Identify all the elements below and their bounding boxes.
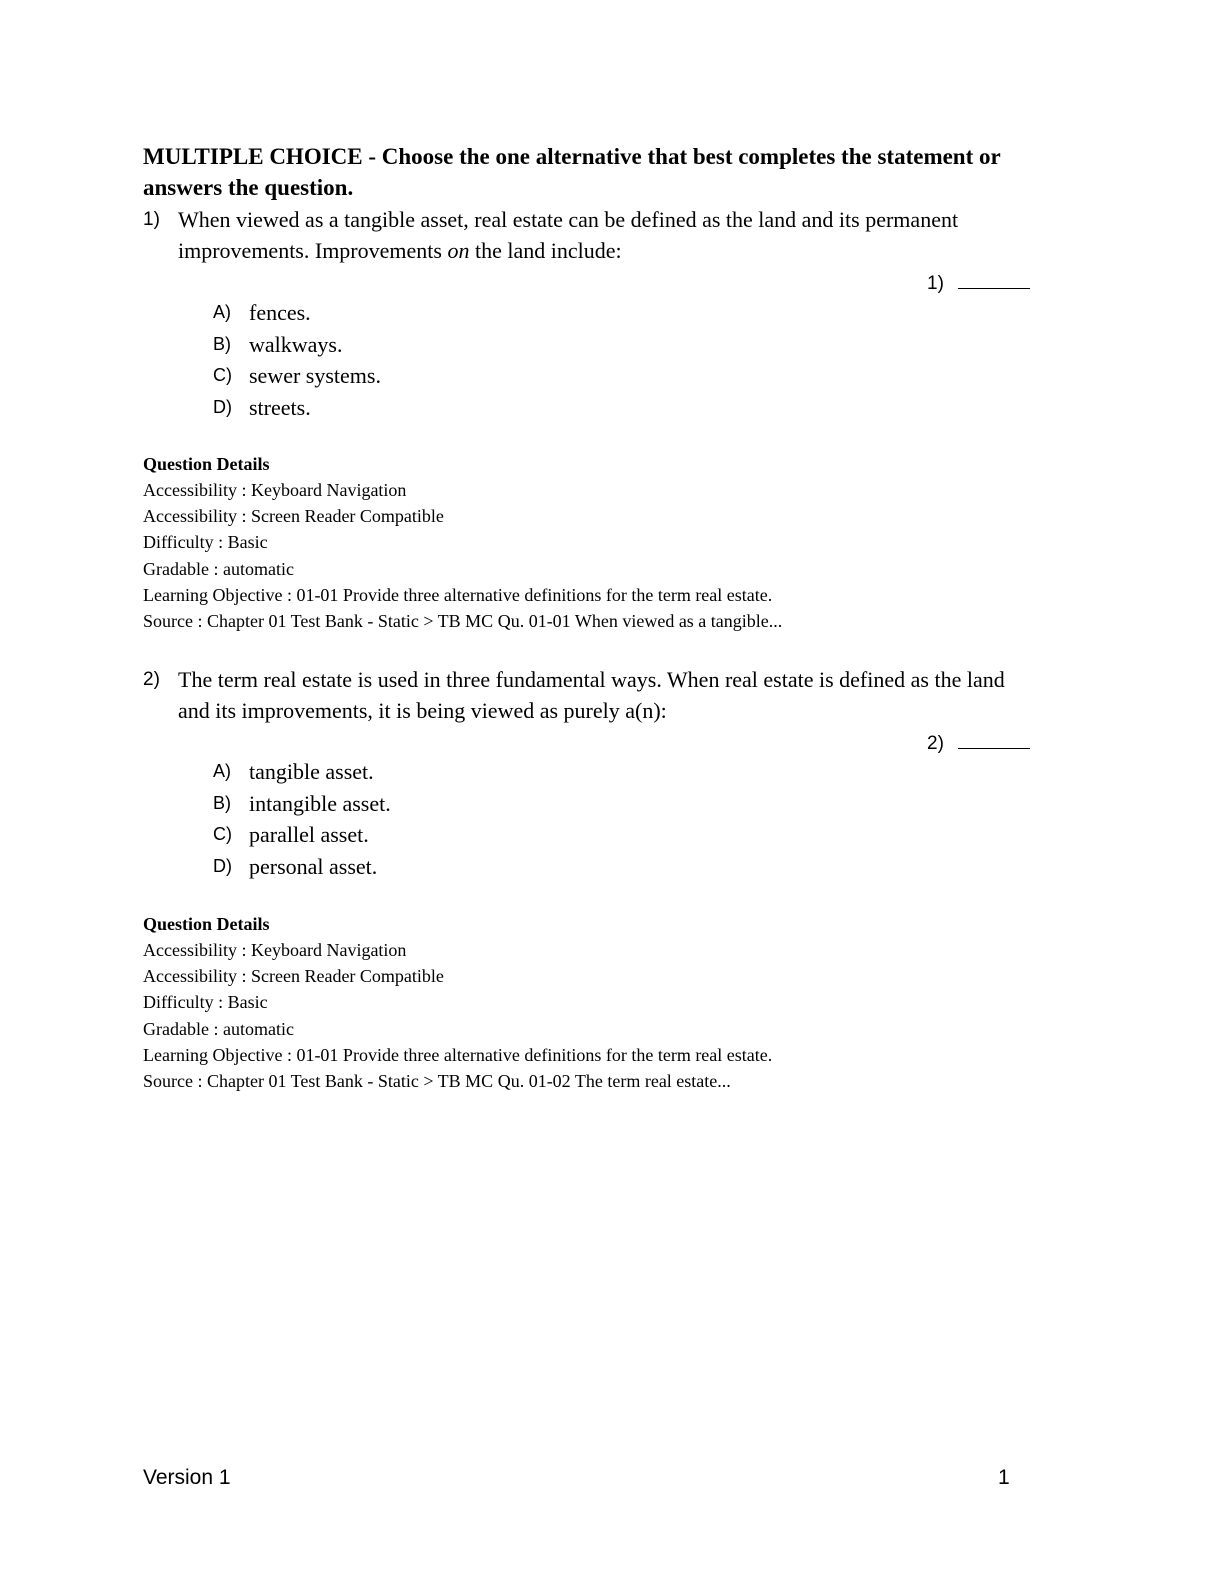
answer-label: 1): [927, 273, 944, 294]
detail-source: Source : Chapter 01 Test Bank - Static > TB MC Qu. 01-01 When viewed as a tangible...: [143, 611, 783, 632]
option-text: tangible asset.: [249, 759, 374, 784]
details-title: Question Details: [143, 914, 270, 934]
option-letter: B): [213, 333, 231, 354]
question-text: When viewed as a tangible asset, real estate can be defined as the land and its permanent improvements. Improvements on the land include:: [178, 207, 959, 263]
answer-blank-1[interactable]: [927, 272, 1030, 296]
option-text: fences.: [249, 300, 311, 325]
question-details-2: [143, 911, 1043, 1094]
detail-gradable: Gradable : automatic: [143, 1018, 294, 1039]
section-heading: MULTIPLE CHOICE - Choose the one alternative that best completes the statement or answers the question.: [143, 144, 1001, 200]
detail-learning-objective: Learning Objective : 01-01 Provide three alternative definitions for the term real estate.: [143, 584, 773, 605]
option-letter: D): [213, 855, 232, 876]
detail-accessibility-screen-reader: Accessibility : Screen Reader Compatible: [143, 966, 444, 987]
option-text: personal asset.: [249, 853, 378, 879]
details-title: Question Details: [143, 454, 270, 474]
detail-accessibility-screen-reader: Accessibility : Screen Reader Compatible: [143, 506, 444, 527]
footer-page-number: 1: [998, 1466, 1010, 1489]
option-letter: C): [213, 365, 232, 385]
option-letter: B): [213, 792, 231, 813]
question-number: 2): [143, 669, 160, 690]
detail-source: Source : Chapter 01 Test Bank - Static > TB MC Qu. 01-02 The term real estate...: [143, 1071, 731, 1092]
option-text: intangible asset.: [249, 790, 391, 816]
question-details-1: [143, 451, 1043, 634]
answer-line: [958, 274, 1030, 289]
detail-accessibility-keyboard: Accessibility : Keyboard Navigation: [143, 940, 407, 960]
option-letter: C): [213, 824, 232, 844]
emphasis: on: [447, 238, 470, 263]
detail-difficulty: Difficulty : Basic: [143, 532, 268, 553]
option-text: streets.: [249, 394, 311, 420]
option-letter: A): [213, 302, 231, 322]
option-letter: A): [213, 761, 231, 781]
answer-blank-2[interactable]: [927, 732, 1030, 756]
answer-label: 2): [927, 733, 944, 754]
option-text: walkways.: [249, 331, 343, 357]
answer-line: [958, 734, 1030, 749]
option-text: parallel asset.: [249, 822, 369, 847]
option-text: sewer systems.: [249, 363, 381, 388]
detail-accessibility-keyboard: Accessibility : Keyboard Navigation: [143, 480, 407, 500]
detail-gradable: Gradable : automatic: [143, 558, 294, 579]
detail-learning-objective: Learning Objective : 01-01 Provide three alternative definitions for the term real estate.: [143, 1044, 773, 1065]
option-letter: D): [213, 396, 232, 417]
question-number: 1): [143, 209, 160, 230]
question-text: The term real estate is used in three fundamental ways. When real estate is defined as the land and its improvements, it is being viewed as purely a(n):: [178, 667, 1005, 723]
footer-version: Version 1: [143, 1466, 231, 1489]
detail-difficulty: Difficulty : Basic: [143, 992, 268, 1013]
